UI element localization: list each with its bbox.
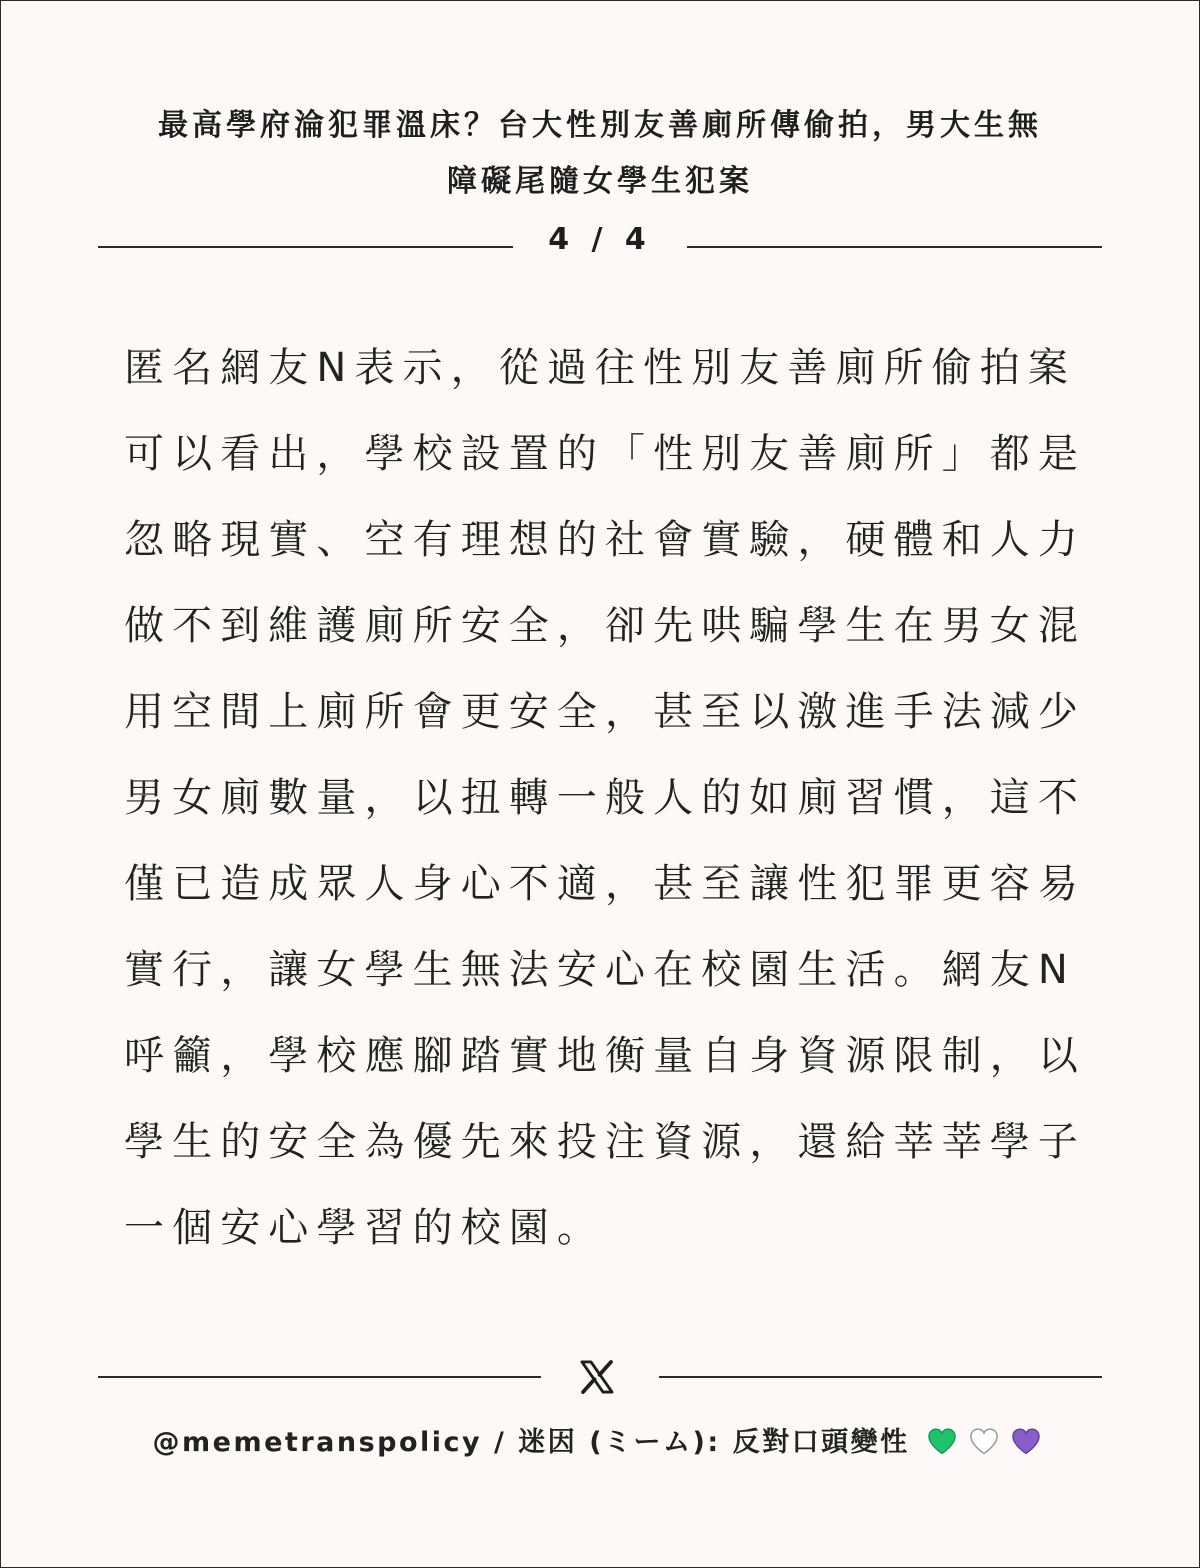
body-line: 可以看出，學校設置的「性別友善廁所」都是 [124,431,1086,477]
body-line: 用空間上廁所會更安全，甚至以激進手法減少 [124,689,1086,735]
article-title-line-2: 障礙尾隨女學生犯案 [447,164,753,199]
body-line: 實行，讓女學生無法安心在校園生活。網友N [124,947,1076,993]
divider-right-top [687,246,1102,248]
body-line: 呼籲，學校應腳踏實地衡量自身資源限制，以 [124,1033,1086,1079]
body-line: 做不到維護廁所安全，卻先哄騙學生在男女混 [124,603,1086,649]
green-heart-icon [927,1427,957,1455]
body-line: 僅已造成眾人身心不適，甚至讓性犯罪更容易 [124,861,1086,907]
divider-right-bottom [659,1376,1102,1378]
body-line: 男女廁數量，以扭轉一般人的如廁習慣，這不 [124,775,1086,821]
body-line: 忽略現實、空有理想的社會實驗，硬體和人力 [124,517,1086,563]
divider-left-bottom [98,1376,541,1378]
divider-left-top [98,246,513,248]
white-heart-icon [969,1427,999,1455]
body-line: 學生的安全為優先來投注資源，還給莘莘學子 [124,1119,1086,1165]
article-body [124,325,1086,1271]
article-title [110,98,1090,210]
purple-heart-icon [1011,1427,1041,1455]
body-line: 匿名網友N表示，從過往性別友善廁所偷拍案 [124,345,1076,391]
footer-credit [60,1420,1140,1466]
page-indicator: 4 / 4 [548,222,652,257]
account-handle: @memetranspolicy / 迷因 (ミーム): 反對口頭變性 [152,1427,910,1458]
x-logo-icon [578,1358,616,1396]
body-line: 一個安心學習的校園。 [124,1205,605,1251]
article-title-line-1: 最高學府淪犯罪溫床？台大性別友善廁所傳偷拍，男大生無 [158,108,1042,143]
